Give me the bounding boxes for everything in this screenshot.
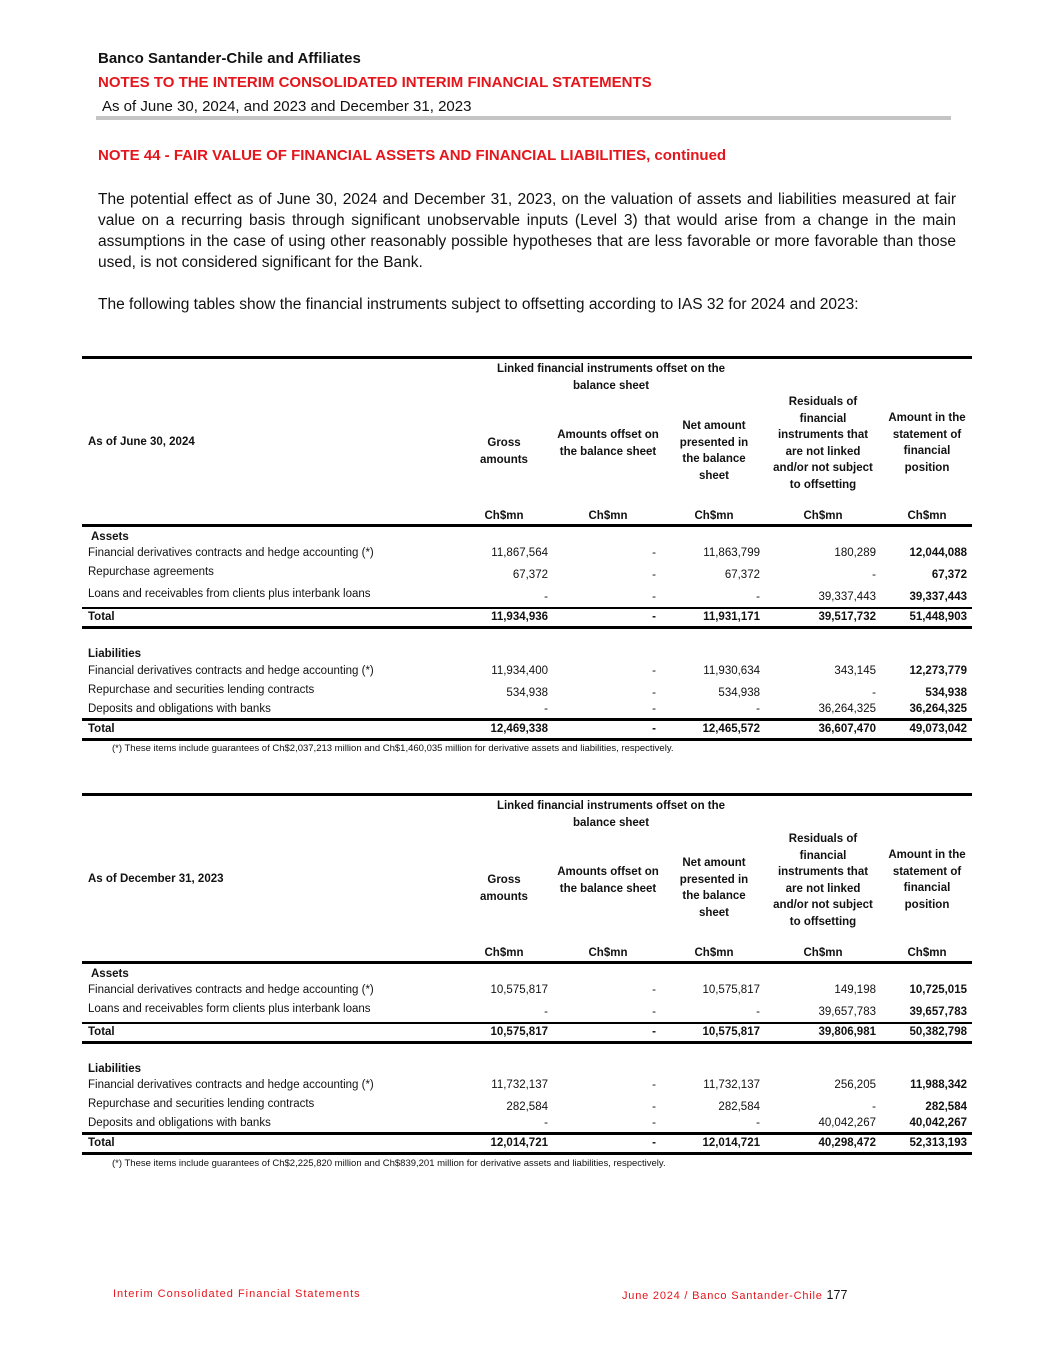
cell-offset: - [652,1006,656,1018]
total-residual: 40,298,472 [818,1137,876,1149]
company-name: Banco Santander-Chile and Affiliates [98,50,361,67]
total-label: Total [88,611,115,623]
cell-residual: 256,205 [834,1079,876,1091]
total-net: 10,575,817 [702,1026,760,1038]
cell-gross: 11,732,137 [491,1079,548,1091]
table-rule [82,793,972,796]
cell-gross: 11,934,400 [491,665,548,677]
cell-offset: - [652,569,656,581]
cell-gross: 10,575,817 [490,984,548,996]
cell-residual: 39,337,443 [818,591,876,603]
unit-label: Ch$mn [484,947,524,959]
unit-label: Ch$mn [907,510,947,522]
table-rule [82,1152,972,1155]
table-title: As of December 31, 2023 [88,873,224,885]
cell-offset: - [652,1101,656,1113]
cell-net: 67,372 [724,569,760,581]
table-rule [82,607,972,609]
cell-gross: 282,584 [506,1101,548,1113]
cell-net: 534,938 [718,687,760,699]
cell-net: - [756,591,760,603]
total-amount: 50,382,798 [909,1026,967,1038]
total-amount: 51,448,903 [909,611,967,623]
table-rule [82,1132,972,1135]
col-residual: Residuals of financial instruments that are not linked and/or not subject to offsetting [773,833,873,928]
row-label: Deposits and obligations with banks [88,1117,271,1129]
table-rule [82,961,972,964]
header-rule [96,116,951,120]
total-offset: - [652,1026,656,1038]
paragraph-offsetting: The following tables show the financial instruments subject to offsetting according to IAS 32 for 2024 and 2023: [98,296,859,313]
cell-offset: - [652,984,656,996]
col-offset: Amounts offset on the balance sheet [557,429,659,458]
cell-amount: 534,938 [925,687,967,699]
cell-net: - [756,1117,760,1129]
unit-label: Ch$mn [694,947,734,959]
footer-left: Interim Consolidated Financial Statements [113,1288,361,1300]
total-net: 12,465,572 [702,723,760,735]
total-residual: 36,607,470 [818,723,876,735]
row-label: Repurchase and securities lending contracts [88,684,315,696]
group-header: Linked financial instruments offset on the balance sheet [496,363,726,392]
row-label: Deposits and obligations with banks [88,703,271,715]
row-label: Financial derivatives contracts and hedge accounting (*) [88,547,374,559]
cell-amount: 40,042,267 [909,1117,967,1129]
footnote-2024: (*) These items include guarantees of Ch$2,037,213 million and Ch$1,460,035 million for derivative assets and liabilities, respectively. [112,743,674,754]
col-amount: Amount in the statement of financial position [888,849,966,911]
cell-residual: 36,264,325 [818,703,876,715]
cell-gross: 11,867,564 [491,547,548,559]
cell-gross: - [544,591,548,603]
col-gross: Gross amounts [480,874,528,903]
cell-net: 11,930,634 [703,665,760,677]
cell-offset: - [652,591,656,603]
footer-right-text: June 2024 / Banco Santander-Chile [622,1290,823,1302]
table-rule [82,1041,972,1044]
total-offset: - [652,1137,656,1149]
total-label: Total [88,1026,115,1038]
total-offset: - [652,723,656,735]
col-gross: Gross amounts [480,437,528,466]
total-gross: 10,575,817 [490,1026,548,1038]
unit-label: Ch$mn [694,510,734,522]
total-offset: - [652,611,656,623]
table-title: As of June 30, 2024 [88,436,195,448]
cell-amount: 36,264,325 [909,703,967,715]
page-number: 177 [826,1288,848,1302]
assets-label: Assets [91,531,129,543]
total-amount: 49,073,042 [909,723,967,735]
note-title: NOTE 44 - FAIR VALUE OF FINANCIAL ASSETS AND FINANCIAL LIABILITIES, continued [98,147,727,164]
paragraph-level3: The potential effect as of June 30, 2024 and December 31, 2023, on the valuation of assets and liabilities measured at fair value on a recurring basis through significant unobservable inputs (Level 3) that would arise from a change in the main assumptions in the case of using other reasonably possible hypotheses that are less favorable or more favorable than those used, is not considered significant for the Bank. [98,191,956,271]
assets-label: Assets [91,968,129,980]
unit-label: Ch$mn [803,947,843,959]
total-gross: 11,934,936 [491,611,548,623]
cell-amount: 282,584 [925,1101,967,1113]
notes-title: NOTES TO THE INTERIM CONSOLIDATED INTERIM FINANCIAL STATEMENTS [98,74,652,91]
cell-residual: 343,145 [834,665,876,677]
cell-amount: 67,372 [931,569,967,581]
cell-offset: - [652,1117,656,1129]
liabilities-label: Liabilities [88,1063,142,1075]
cell-residual: 39,657,783 [818,1006,876,1018]
cell-gross: 67,372 [512,569,548,581]
cell-net: 10,575,817 [702,984,760,996]
footnote-2023: (*) These items include guarantees of Ch$2,225,820 million and Ch$839,201 million for derivative assets and liabilities, respectively. [112,1158,666,1169]
unit-label: Ch$mn [588,947,628,959]
row-label: Repurchase agreements [88,566,214,578]
cell-offset: - [652,687,656,699]
cell-residual: 180,289 [834,547,876,559]
col-net: Net amount presented in the balance sheet [679,420,749,482]
table-rule [82,626,972,629]
table-rule [82,738,972,741]
total-gross: 12,469,338 [490,723,548,735]
total-label: Total [88,1137,115,1149]
cell-amount: 12,273,779 [909,665,967,677]
total-label: Total [88,723,115,735]
total-amount: 52,313,193 [909,1137,967,1149]
cell-offset: - [652,547,656,559]
unit-label: Ch$mn [588,510,628,522]
cell-amount: 12,044,088 [909,547,967,559]
col-offset: Amounts offset on the balance sheet [557,866,659,895]
row-label: Loans and receivables from clients plus interbank loans [88,588,371,600]
cell-net: - [756,1006,760,1018]
total-net: 12,014,721 [702,1137,760,1149]
cell-offset: - [652,1079,656,1091]
table-rule [82,718,972,721]
cell-gross: - [544,1006,548,1018]
liabilities-label: Liabilities [88,648,142,660]
cell-amount: 39,337,443 [909,591,967,603]
row-label: Financial derivatives contracts and hedge accounting (*) [88,665,374,677]
table-rule [82,356,972,359]
col-amount: Amount in the statement of financial position [888,412,966,474]
unit-label: Ch$mn [803,510,843,522]
row-label: Financial derivatives contracts and hedge accounting (*) [88,1079,374,1091]
cell-gross: - [544,703,548,715]
cell-residual: 40,042,267 [818,1117,876,1129]
cell-net: 11,732,137 [703,1079,760,1091]
total-net: 11,931,171 [703,611,760,623]
date-range: As of June 30, 2024, and 2023 and December 31, 2023 [102,98,472,115]
table-rule [82,524,972,527]
cell-offset: - [652,665,656,677]
total-residual: 39,806,981 [818,1026,876,1038]
cell-residual: 149,198 [834,984,876,996]
row-label: Financial derivatives contracts and hedge accounting (*) [88,984,374,996]
total-gross: 12,014,721 [490,1137,548,1149]
cell-amount: 39,657,783 [909,1006,967,1018]
group-header: Linked financial instruments offset on the balance sheet [496,800,726,829]
col-net: Net amount presented in the balance sheet [679,857,749,919]
cell-residual: - [872,687,876,699]
unit-label: Ch$mn [484,510,524,522]
cell-amount: 10,725,015 [909,984,967,996]
col-residual: Residuals of financial instruments that are not linked and/or not subject to offsetting [773,396,873,491]
cell-amount: 11,988,342 [910,1079,967,1091]
row-label: Loans and receivables form clients plus interbank loans [88,1003,371,1015]
cell-net: 11,863,799 [703,547,760,559]
cell-residual: - [872,1101,876,1113]
cell-net: 282,584 [718,1101,760,1113]
unit-label: Ch$mn [907,947,947,959]
cell-net: - [756,703,760,715]
footer-right [622,1288,847,1302]
total-residual: 39,517,732 [818,611,876,623]
row-label: Repurchase and securities lending contracts [88,1098,315,1110]
cell-offset: - [652,703,656,715]
cell-residual: - [872,569,876,581]
table-rule [82,1022,972,1024]
cell-gross: - [544,1117,548,1129]
cell-gross: 534,938 [506,687,548,699]
